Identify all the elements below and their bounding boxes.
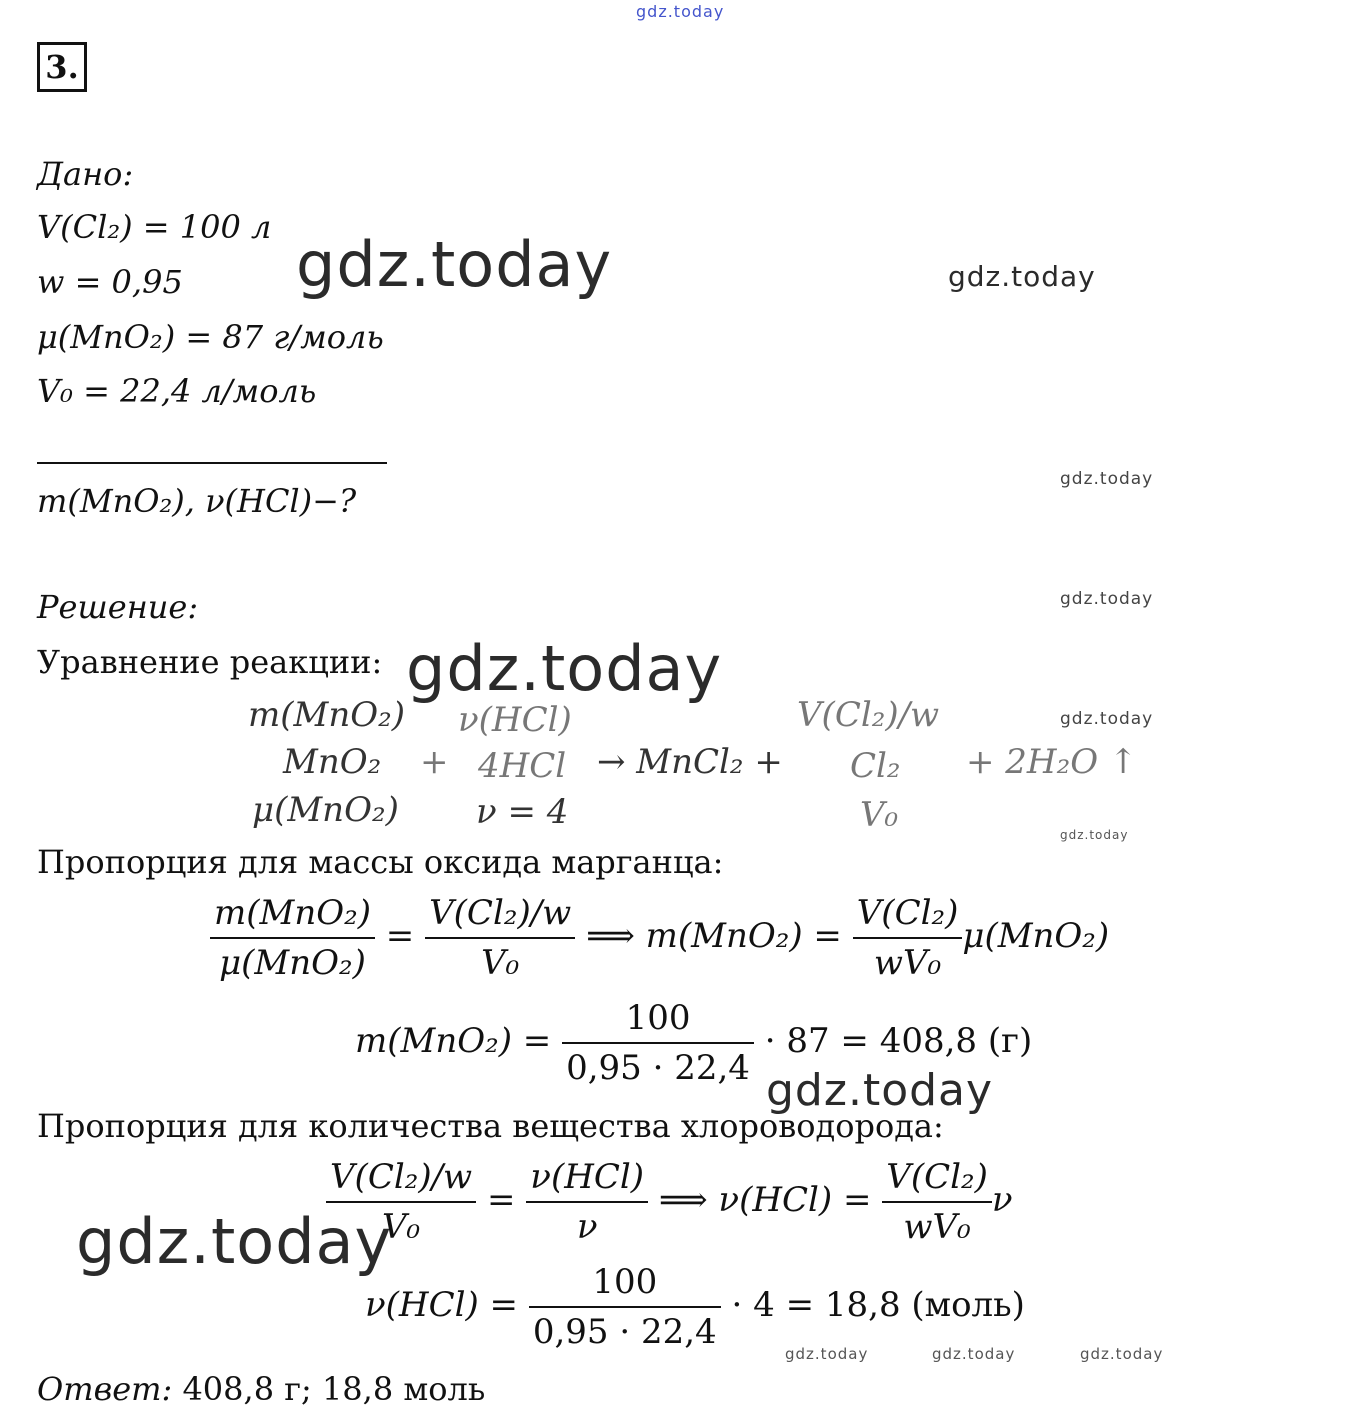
hcl-eq-equals: = <box>486 1180 516 1220</box>
reaction-bottom-cl2: V₀ <box>860 795 899 835</box>
mass-eq-f1-den: μ(MnO₂) <box>219 943 366 983</box>
answer-value: 408,8 г; 18,8 моль <box>182 1370 486 1408</box>
reaction-top-mno2: m(MnO₂) <box>248 695 405 735</box>
watermark-small-2: gdz.today <box>1060 589 1154 609</box>
given-molar-mass-mno2: μ(MnO₂) = 87 г/моль <box>37 318 384 356</box>
hcl-equation <box>326 1157 1013 1247</box>
hcl-eq-f1-den: V₀ <box>381 1207 421 1247</box>
hcl-eq-f2-den: ν <box>576 1207 598 1247</box>
find-line: m(MnO₂), ν(HCl)−? <box>37 482 357 520</box>
hcl-eq-f2-num: ν(HCl) <box>526 1157 648 1203</box>
hcl-calc-rhs: · 4 = 18,8 (моль) <box>731 1285 1025 1325</box>
mass-eq-implies: ⟹ m(MnO₂) = <box>586 916 842 956</box>
mass-calc-fraction <box>562 998 754 1088</box>
hcl-eq-fraction-2 <box>526 1157 648 1247</box>
hcl-eq-f3-den: wV₀ <box>903 1207 971 1247</box>
answer-line <box>37 1370 485 1408</box>
hcl-eq-fraction-3 <box>882 1157 992 1247</box>
reaction-bottom-mno2: μ(MnO₂) <box>252 790 399 830</box>
mass-eq-f3-num: V(Cl₂) <box>853 893 963 939</box>
mass-eq-f3-den: wV₀ <box>873 943 942 983</box>
solution-heading: Решение: <box>37 588 199 626</box>
reaction-plus: + <box>420 742 449 782</box>
watermark-small-1: gdz.today <box>1060 469 1154 489</box>
proportion-hcl-label: Пропорция для количества вещества хлороводорода: <box>37 1107 944 1145</box>
hcl-eq-tail: ν <box>991 1180 1013 1220</box>
mass-eq-fraction-2 <box>425 893 575 983</box>
hcl-eq-f1-num: V(Cl₂)/w <box>326 1157 476 1203</box>
hcl-eq-f3-num: V(Cl₂) <box>882 1157 992 1203</box>
given-volume-cl2: V(Cl₂) = 100 л <box>37 208 272 246</box>
given-fraction-w: w = 0,95 <box>37 263 183 301</box>
watermark-big-1: gdz.today <box>296 228 613 301</box>
watermark-tiny-2: gdz.today <box>785 1345 869 1363</box>
mass-calc-rhs: · 87 = 408,8 (г) <box>764 1021 1033 1061</box>
mass-eq-f2-den: V₀ <box>481 943 520 983</box>
hcl-calc-lhs: ν(HCl) = <box>365 1285 519 1325</box>
reaction-hcl: 4HCl <box>478 746 567 786</box>
mass-eq-tail: μ(MnO₂) <box>962 916 1110 956</box>
hcl-eq-implies: ⟹ ν(HCl) = <box>658 1180 872 1220</box>
proportion-mass-label: Пропорция для массы оксида марганца: <box>37 843 724 881</box>
reaction-top-hcl: ν(HCl) <box>458 700 572 740</box>
mass-eq-f1-num: m(MnO₂) <box>210 893 375 939</box>
mass-eq-equals: = <box>385 916 415 956</box>
mass-eq-f2-num: V(Cl₂)/w <box>425 893 575 939</box>
mass-calc-lhs: m(MnO₂) = <box>355 1021 552 1061</box>
watermark-top: gdz.today <box>636 2 725 21</box>
hcl-calc-fraction <box>529 1262 721 1352</box>
hcl-calc-num: 100 <box>529 1262 721 1308</box>
reaction-bottom-hcl: ν = 4 <box>476 792 569 832</box>
watermark-tiny-3: gdz.today <box>932 1345 1016 1363</box>
reaction-mncl2: → MnCl₂ + <box>597 742 783 782</box>
mass-equation <box>210 893 1109 983</box>
watermark-big-4: gdz.today <box>76 1205 393 1278</box>
given-molar-volume: V₀ = 22,4 л/моль <box>37 372 317 410</box>
watermark-small-3: gdz.today <box>1060 709 1154 729</box>
reaction-cl2: Cl₂ <box>850 746 901 786</box>
mass-calc-num: 100 <box>562 998 754 1044</box>
watermark-big-2: gdz.today <box>406 632 723 705</box>
watermark-tiny-1: gdz.today <box>1060 828 1129 842</box>
watermark-big-3: gdz.today <box>766 1065 994 1116</box>
answer-label: Ответ: <box>37 1370 173 1408</box>
hcl-calculation <box>365 1262 1025 1352</box>
mass-calc-den: 0,95 · 22,4 <box>566 1048 750 1088</box>
watermark-tiny-4: gdz.today <box>1080 1345 1164 1363</box>
given-heading: Дано: <box>37 155 134 193</box>
reaction-top-cl2: V(Cl₂)/w <box>797 695 940 735</box>
reaction-mno2: MnO₂ <box>283 742 382 782</box>
mass-eq-fraction-3 <box>853 893 963 983</box>
problem-number: 3. <box>37 42 87 92</box>
reaction-label: Уравнение реакции: <box>37 643 383 681</box>
given-divider <box>37 462 387 464</box>
mass-eq-fraction-1 <box>210 893 375 983</box>
watermark-mid-1: gdz.today <box>948 260 1096 293</box>
hcl-calc-den: 0,95 · 22,4 <box>532 1312 717 1352</box>
reaction-h2o: + 2H₂O ↑ <box>966 742 1138 782</box>
